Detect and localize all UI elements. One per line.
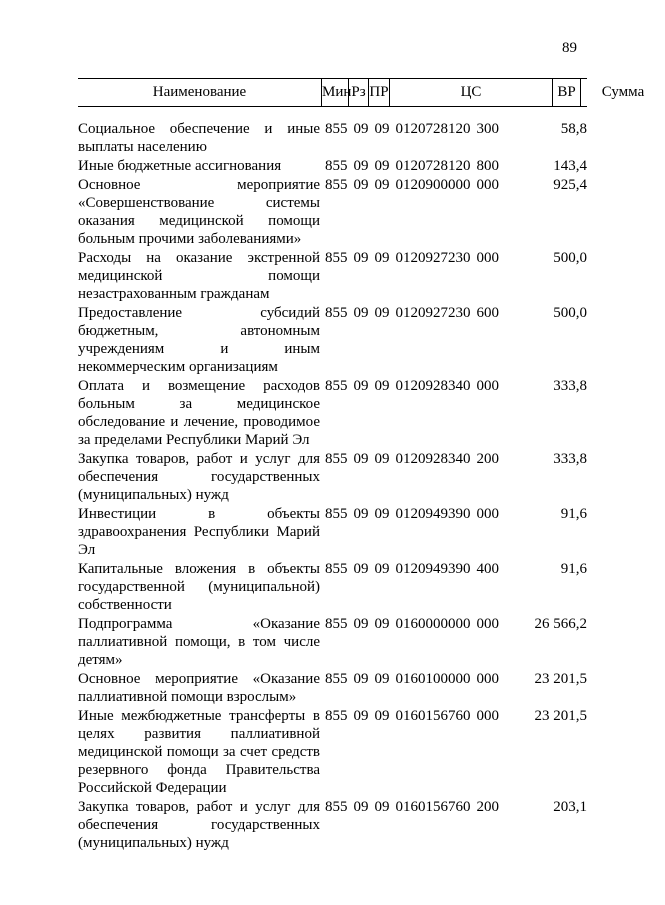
row-cs: 0120728120 <box>395 121 471 137</box>
row-sum: 23 201,5 <box>534 671 587 687</box>
row-vr: 000 <box>476 708 499 724</box>
row-codes <box>325 670 505 688</box>
row-codes <box>325 615 505 633</box>
row-min: 855 <box>325 708 348 724</box>
row-name: Закупка товаров, работ и услуг для обеспечения государственных (муниципальных) нужд <box>78 451 320 503</box>
row-codes <box>325 377 505 395</box>
row-pr: 09 <box>374 561 390 577</box>
row-vr: 000 <box>476 250 499 266</box>
row-name: Иные бюджетные ассигнования <box>78 158 282 174</box>
table-row <box>78 707 587 797</box>
row-rz: 09 <box>353 708 369 724</box>
row-codes <box>325 505 505 523</box>
row-sum: 91,6 <box>560 506 587 522</box>
table-row <box>78 798 587 852</box>
row-min: 855 <box>325 451 348 467</box>
row-name: Подпрограмма «Оказание паллиативной помощи, в том числе детям» <box>78 616 320 668</box>
row-codes <box>325 707 505 725</box>
row-cs: 0120949390 <box>395 506 471 522</box>
row-codes <box>325 560 505 578</box>
row-sum: 500,0 <box>553 250 587 266</box>
header-sum: Сумма <box>580 79 665 106</box>
row-codes <box>325 157 505 175</box>
row-rz: 09 <box>353 378 369 394</box>
row-cs: 0160000000 <box>395 616 471 632</box>
row-pr: 09 <box>374 799 390 815</box>
table-row <box>78 560 587 614</box>
row-rz: 09 <box>353 451 369 467</box>
row-cs: 0120927230 <box>395 305 471 321</box>
row-name: Расходы на оказание экстренной медицинской помощи незастрахованным гражданам <box>78 250 320 302</box>
table-row <box>78 157 587 175</box>
row-pr: 09 <box>374 250 390 266</box>
table-header <box>78 78 645 107</box>
row-codes <box>325 249 505 267</box>
row-codes <box>325 304 505 322</box>
row-codes <box>325 120 505 138</box>
row-vr: 800 <box>476 158 499 174</box>
header-name: Наименование <box>152 84 247 100</box>
table-row <box>78 615 587 669</box>
row-vr: 000 <box>476 378 499 394</box>
row-rz: 09 <box>353 250 369 266</box>
table-row <box>78 505 587 559</box>
row-pr: 09 <box>374 451 390 467</box>
row-sum: 58,8 <box>560 121 587 137</box>
row-pr: 09 <box>374 616 390 632</box>
table-row <box>78 450 587 504</box>
row-sum: 26 566,2 <box>534 616 587 632</box>
row-vr: 000 <box>476 177 499 193</box>
row-vr: 600 <box>476 305 499 321</box>
row-min: 855 <box>325 378 348 394</box>
row-rz: 09 <box>353 177 369 193</box>
row-sum: 143,4 <box>553 158 587 174</box>
row-cs: 0120949390 <box>395 561 471 577</box>
row-name: Оплата и возмещение расходов больным за медицинское обследование и лечение, проводимое за пределами Республики Марий Эл <box>78 378 320 448</box>
row-pr: 09 <box>374 671 390 687</box>
row-min: 855 <box>325 561 348 577</box>
row-vr: 200 <box>476 799 499 815</box>
row-min: 855 <box>325 305 348 321</box>
row-vr: 000 <box>476 616 499 632</box>
table-row <box>78 304 587 376</box>
row-name: Предоставление субсидий бюджетным, автономным учреждениям и иным некоммерческим организациям <box>78 305 320 375</box>
table-row <box>78 176 587 248</box>
row-cs: 0160156760 <box>395 799 471 815</box>
row-codes <box>325 176 505 194</box>
row-cs: 0120928340 <box>395 451 471 467</box>
row-name: Основное мероприятие «Совершенствование системы оказания медицинской помощи больным прочими заболеваниями» <box>78 177 320 247</box>
row-sum: 23 201,5 <box>534 708 587 724</box>
row-cs: 0120927230 <box>395 250 471 266</box>
row-vr: 200 <box>476 451 499 467</box>
row-min: 855 <box>325 121 348 137</box>
row-rz: 09 <box>353 561 369 577</box>
row-pr: 09 <box>374 121 390 137</box>
table-row <box>78 249 587 303</box>
row-name: Основное мероприятие «Оказание паллиативной помощи взрослым» <box>78 671 320 705</box>
row-sum: 333,8 <box>553 451 587 467</box>
row-pr: 09 <box>374 158 390 174</box>
row-min: 855 <box>325 250 348 266</box>
row-cs: 0120728120 <box>395 158 471 174</box>
header-cs: ЦС <box>389 79 552 106</box>
row-cs: 0160156760 <box>395 708 471 724</box>
row-sum: 91,6 <box>560 561 587 577</box>
row-pr: 09 <box>374 506 390 522</box>
table-row <box>78 120 587 156</box>
row-min: 855 <box>325 158 348 174</box>
page-number: 89 <box>562 40 577 56</box>
row-cs: 0160100000 <box>395 671 471 687</box>
row-sum: 925,4 <box>553 177 587 193</box>
row-vr: 000 <box>476 671 499 687</box>
row-name: Социальное обеспечение и иные выплаты населению <box>78 121 320 155</box>
header-vr: ВР <box>552 79 580 106</box>
row-rz: 09 <box>353 616 369 632</box>
row-rz: 09 <box>353 799 369 815</box>
row-rz: 09 <box>353 121 369 137</box>
row-min: 855 <box>325 671 348 687</box>
row-sum: 333,8 <box>553 378 587 394</box>
row-vr: 000 <box>476 506 499 522</box>
row-name: Иные межбюджетные трансферты в целях развития паллиативной медицинской помощи за счет средств резервного фонда Правительства Российской Федерации <box>78 708 320 796</box>
header-rz: Рз <box>348 79 368 106</box>
row-min: 855 <box>325 506 348 522</box>
row-cs: 0120928340 <box>395 378 471 394</box>
row-sum: 500,0 <box>553 305 587 321</box>
row-sum: 203,1 <box>553 799 587 815</box>
row-min: 855 <box>325 616 348 632</box>
row-name: Капитальные вложения в объекты государственной (муниципальной) собственности <box>78 561 320 613</box>
table-row <box>78 377 587 449</box>
row-name: Закупка товаров, работ и услуг для обеспечения государственных (муниципальных) нужд <box>78 799 320 851</box>
row-pr: 09 <box>374 708 390 724</box>
row-vr: 300 <box>476 121 499 137</box>
row-vr: 400 <box>476 561 499 577</box>
header-pr: ПР <box>368 79 389 106</box>
row-rz: 09 <box>353 305 369 321</box>
row-rz: 09 <box>353 671 369 687</box>
row-rz: 09 <box>353 506 369 522</box>
header-min: Мин <box>321 79 348 106</box>
row-pr: 09 <box>374 378 390 394</box>
row-min: 855 <box>325 799 348 815</box>
row-rz: 09 <box>353 158 369 174</box>
row-name: Инвестиции в объекты здравоохранения Республики Марий Эл <box>78 506 320 558</box>
row-codes <box>325 450 505 468</box>
row-min: 855 <box>325 177 348 193</box>
row-pr: 09 <box>374 305 390 321</box>
table-body <box>78 120 587 852</box>
row-pr: 09 <box>374 177 390 193</box>
row-codes <box>325 798 505 816</box>
row-cs: 0120900000 <box>395 177 471 193</box>
table-row <box>78 670 587 706</box>
